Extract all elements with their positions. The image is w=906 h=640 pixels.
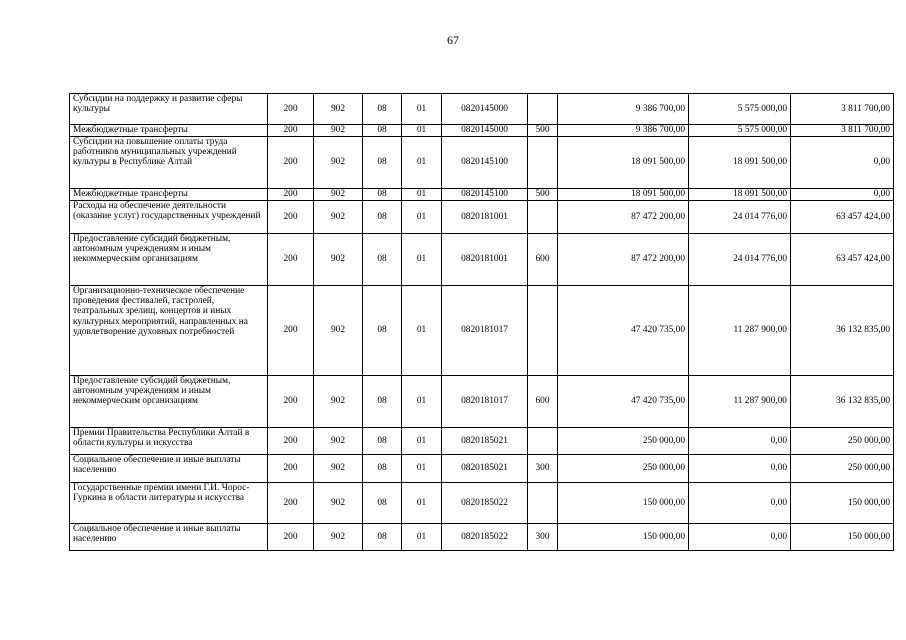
amount-2: 0,00 [689,428,791,455]
amount-3: 63 457 424,00 [791,201,894,234]
amount-2: 5 575 000,00 [689,94,791,125]
amount-1: 250 000,00 [558,455,689,483]
row-name: Субсидии на повышение оплаты труда работников муниципальных учреждений культуры в Республике Алтай [70,137,268,189]
amount-1: 47 420 735,00 [558,376,689,428]
amount-3: 3 811 700,00 [791,125,894,137]
amount-1: 18 091 500,00 [558,189,689,201]
amount-1: 87 472 200,00 [558,234,689,286]
subsection-code: 01 [402,137,442,189]
ministry-code: 902 [314,286,363,376]
admin-code: 200 [268,286,314,376]
table-row [70,455,894,483]
expense-type-code: 500 [528,189,558,201]
page-number: 67 [447,33,459,47]
table-row [70,428,894,455]
amount-3: 250 000,00 [791,428,894,455]
amount-3: 150 000,00 [791,483,894,524]
ministry-code: 902 [314,376,363,428]
amount-3: 150 000,00 [791,524,894,551]
table-row [70,286,894,376]
section-code: 08 [363,94,402,125]
table-row [70,137,894,189]
table-row [70,483,894,524]
admin-code: 200 [268,234,314,286]
ministry-code: 902 [314,428,363,455]
subsection-code: 01 [402,234,442,286]
row-name: Межбюджетные трансферты [70,125,268,137]
amount-3: 36 132 835,00 [791,286,894,376]
admin-code: 200 [268,125,314,137]
amount-2: 0,00 [689,524,791,551]
row-name: Расходы на обеспечение деятельности (оказание услуг) государственных учреждений [70,201,268,234]
ministry-code: 902 [314,201,363,234]
subsection-code: 01 [402,524,442,551]
ministry-code: 902 [314,125,363,137]
amount-1: 87 472 200,00 [558,201,689,234]
amount-2: 18 091 500,00 [689,137,791,189]
section-code: 08 [363,234,402,286]
expense-type-code [528,137,558,189]
target-code: 0820145000 [442,94,528,125]
target-code: 0820185022 [442,483,528,524]
section-code: 08 [363,286,402,376]
amount-2: 18 091 500,00 [689,189,791,201]
expense-type-code: 300 [528,524,558,551]
section-code: 08 [363,428,402,455]
amount-1: 18 091 500,00 [558,137,689,189]
row-name: Предоставление субсидий бюджетным, автономным учреждениям и иным некоммерческим организациям [70,376,268,428]
amount-2: 0,00 [689,483,791,524]
subsection-code: 01 [402,125,442,137]
section-code: 08 [363,137,402,189]
ministry-code: 902 [314,189,363,201]
section-code: 08 [363,189,402,201]
admin-code: 200 [268,483,314,524]
subsection-code: 01 [402,455,442,483]
amount-3: 3 811 700,00 [791,94,894,125]
amount-2: 24 014 776,00 [689,201,791,234]
table-row [70,376,894,428]
amount-1: 9 386 700,00 [558,125,689,137]
target-code: 0820181017 [442,286,528,376]
section-code: 08 [363,125,402,137]
admin-code: 200 [268,524,314,551]
row-name: Государственные премии имени Г.И. Чорос-Гуркина в области литературы и искусства [70,483,268,524]
section-code: 08 [363,455,402,483]
target-code: 0820185022 [442,524,528,551]
amount-1: 150 000,00 [558,483,689,524]
table-row [70,189,894,201]
row-name: Предоставление субсидий бюджетным, автономным учреждениям и иным некоммерческим организациям [70,234,268,286]
ministry-code: 902 [314,455,363,483]
expense-type-code [528,201,558,234]
expense-type-code: 600 [528,234,558,286]
expense-type-code [528,286,558,376]
subsection-code: 01 [402,201,442,234]
row-name: Социальное обеспечение и иные выплаты населению [70,455,268,483]
admin-code: 200 [268,376,314,428]
ministry-code: 902 [314,524,363,551]
ministry-code: 902 [314,483,363,524]
table-row [70,94,894,125]
amount-3: 0,00 [791,137,894,189]
amount-1: 47 420 735,00 [558,286,689,376]
amount-1: 9 386 700,00 [558,94,689,125]
row-name: Социальное обеспечение и иные выплаты населению [70,524,268,551]
table-row [70,524,894,551]
section-code: 08 [363,376,402,428]
target-code: 0820181017 [442,376,528,428]
row-name: Межбюджетные трансферты [70,189,268,201]
subsection-code: 01 [402,189,442,201]
ministry-code: 902 [314,234,363,286]
admin-code: 200 [268,189,314,201]
target-code: 0820145000 [442,125,528,137]
target-code: 0820145100 [442,189,528,201]
expense-type-code [528,428,558,455]
amount-3: 0,00 [791,189,894,201]
admin-code: 200 [268,455,314,483]
admin-code: 200 [268,137,314,189]
expense-type-code [528,94,558,125]
admin-code: 200 [268,201,314,234]
target-code: 0820181001 [442,234,528,286]
expense-type-code: 500 [528,125,558,137]
subsection-code: 01 [402,483,442,524]
target-code: 0820145100 [442,137,528,189]
subsection-code: 01 [402,428,442,455]
amount-2: 0,00 [689,455,791,483]
subsection-code: 01 [402,94,442,125]
row-name: Организационно-техническое обеспечение проведения фестивалей, гастролей, театральных зрелищ, концертов и иных культурных мероприятий, направленных на удовлетворение духовных потребностей [70,286,268,376]
amount-2: 11 287 900,00 [689,286,791,376]
admin-code: 200 [268,428,314,455]
amount-2: 5 575 000,00 [689,125,791,137]
section-code: 08 [363,483,402,524]
subsection-code: 01 [402,286,442,376]
table-row [70,234,894,286]
table-row [70,125,894,137]
row-name: Субсидии на поддержку и развитие сферы культуры [70,94,268,125]
amount-2: 24 014 776,00 [689,234,791,286]
budget-table [69,93,894,551]
admin-code: 200 [268,94,314,125]
amount-3: 250 000,00 [791,455,894,483]
expense-type-code [528,483,558,524]
expense-type-code: 600 [528,376,558,428]
row-name: Премии Правительства Республики Алтай в области культуры и искусства [70,428,268,455]
amount-3: 63 457 424,00 [791,234,894,286]
target-code: 0820181001 [442,201,528,234]
ministry-code: 902 [314,94,363,125]
ministry-code: 902 [314,137,363,189]
table-row [70,201,894,234]
amount-1: 150 000,00 [558,524,689,551]
expense-type-code: 300 [528,455,558,483]
section-code: 08 [363,524,402,551]
target-code: 0820185021 [442,455,528,483]
subsection-code: 01 [402,376,442,428]
amount-1: 250 000,00 [558,428,689,455]
section-code: 08 [363,201,402,234]
amount-3: 36 132 835,00 [791,376,894,428]
amount-2: 11 287 900,00 [689,376,791,428]
target-code: 0820185021 [442,428,528,455]
